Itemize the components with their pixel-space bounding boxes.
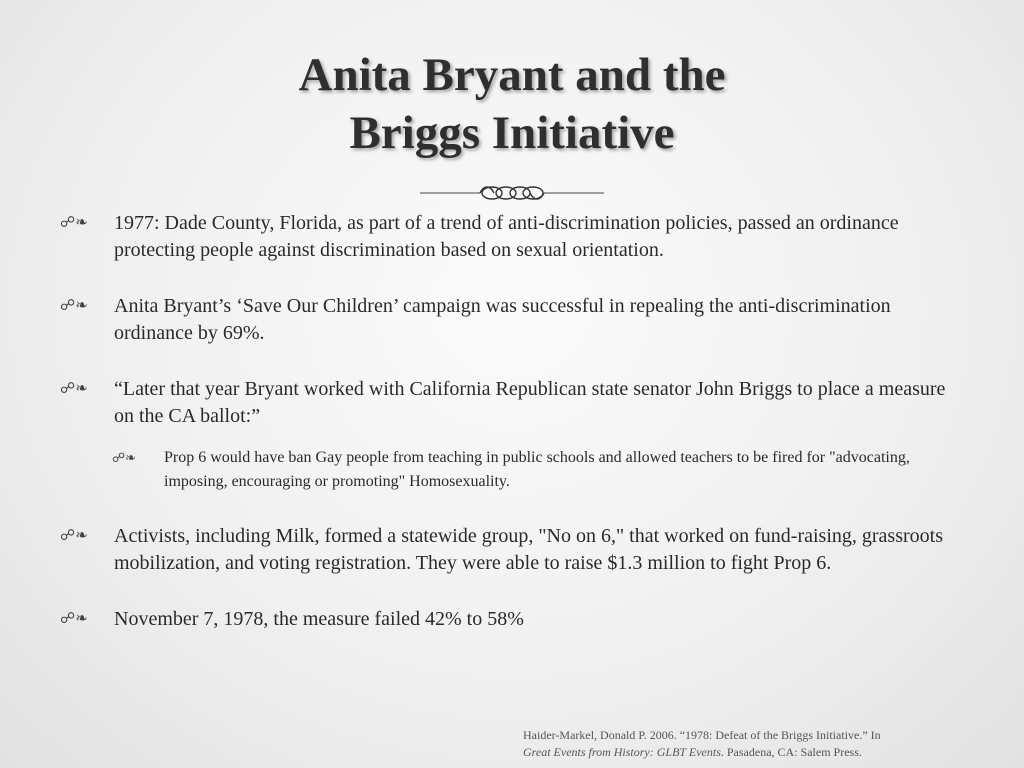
double-link-bullet-icon: ☍❧ — [60, 528, 88, 544]
citation-book-title: Great Events from History: GLBT Events — [523, 745, 721, 759]
bullet-item — [60, 376, 970, 430]
citation-publisher: . Pasadena, CA: Salem Press. — [720, 745, 862, 759]
bullet-text: “Later that year Bryant worked with California Republican state senator John Briggs to place a measure on the CA ballot:” — [114, 378, 946, 427]
double-link-bullet-icon: ☍❧ — [60, 215, 88, 231]
citation — [523, 727, 1003, 761]
bullet-item — [60, 523, 970, 577]
double-link-bullet-icon: ☍❧ — [60, 381, 88, 397]
bullet-item — [60, 606, 970, 633]
citation-line-1: Haider-Markel, Donald P. 2006. “1978: Defeat of the Briggs Initiative.” In — [523, 728, 881, 742]
citation-line-2 — [523, 744, 1003, 761]
bullet-list — [60, 210, 970, 662]
bullet-item — [60, 293, 970, 347]
bullet-text: 1977: Dade County, Florida, as part of a trend of anti-discrimination policies, passed an ordinance protecting people against discrimination based on sexual orientation. — [114, 212, 899, 261]
sub-bullet-item — [60, 446, 970, 494]
bullet-text: Anita Bryant’s ‘Save Our Children’ campaign was successful in repealing the anti-discrimination ordinance by 69%. — [114, 295, 891, 344]
double-link-bullet-icon: ☍❧ — [60, 611, 88, 627]
slide-title — [0, 46, 1024, 162]
title-line-1: Anita Bryant and the — [298, 49, 726, 101]
sub-bullet-text: Prop 6 would have ban Gay people from teaching in public schools and allowed teachers to be fired for "advocating, imposing, encouraging or promoting" Homosexuality. — [164, 449, 910, 490]
double-link-bullet-icon: ☍❧ — [60, 298, 88, 314]
double-link-bullet-icon: ☍❧ — [112, 450, 137, 465]
bullet-item — [60, 210, 970, 264]
bullet-text: Activists, including Milk, formed a statewide group, "No on 6," that worked on fund-raising, grassroots mobilization, and voting registration. They were able to raise $1.3 million to fight Prop 6. — [114, 525, 943, 574]
title-line-2: Briggs Initiative — [349, 107, 675, 159]
bullet-text: November 7, 1978, the measure failed 42% to 58% — [114, 608, 524, 630]
flourish-divider-icon — [420, 181, 604, 205]
